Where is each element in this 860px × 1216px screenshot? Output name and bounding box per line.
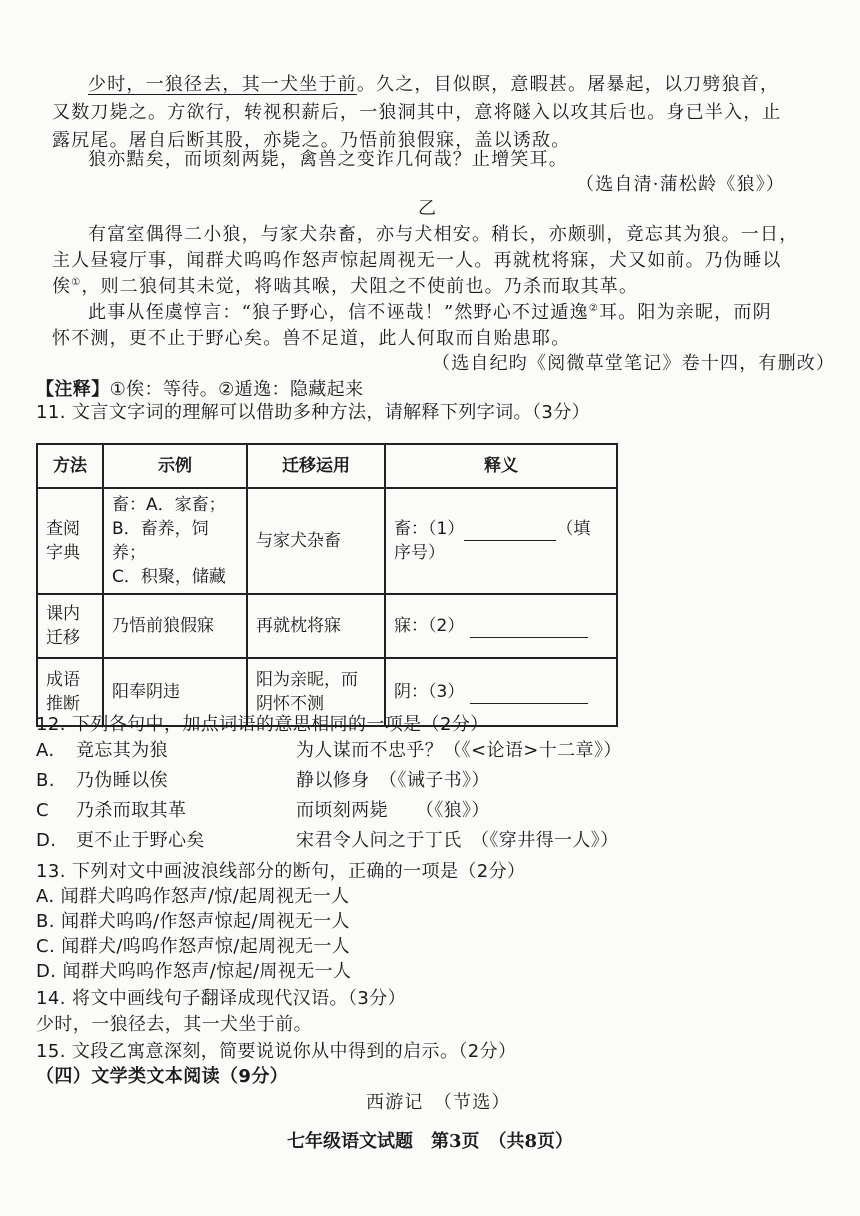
passage-yi-source: （选自纪昀《阅微草堂笔记》卷十四，有删改） <box>432 353 836 374</box>
table-row <box>37 488 617 594</box>
question-13-prompt: 13. 下列对文中画波浪线部分的断句，正确的一项是（2分） <box>36 861 526 882</box>
method-cell: 课内 迁移 <box>37 594 103 658</box>
answer-blank-2[interactable] <box>470 619 588 638</box>
annotation-notes: 【注释】①俟：等待。②遁逸：隐藏起来 <box>36 379 364 400</box>
meaning-cell: 寐：（2） <box>385 594 617 658</box>
section-4-subtitle: 西游记 （节选） <box>366 1092 511 1113</box>
option-d[interactable]: D. 更不止于野心矣 <box>36 830 205 851</box>
question-14-prompt: 14. 将文中画线句子翻译成现代汉语。（3分） <box>36 988 406 1009</box>
vocabulary-table <box>36 443 618 727</box>
meaning-cell: 畜：（1） （填 序号） <box>385 488 617 594</box>
application-cell: 与家犬杂畜 <box>247 488 385 594</box>
question-11-prompt: 11. 文言文字词的理解可以借助多种方法，请解释下列字词。（3分） <box>36 402 590 423</box>
table-header-row <box>37 444 617 488</box>
example-cell: 阳奉阴违 <box>103 658 247 726</box>
passage-yi-line-3: 俟①，则二狼伺其未觉，将啮其喉，犬阻之不使前也。乃杀而取其革。 <box>52 276 639 297</box>
header-example: 示例 <box>103 444 247 488</box>
question-15-prompt: 15. 文段乙寓意深刻，简要说说你从中得到的启示。（2分） <box>36 1041 517 1062</box>
application-cell: 再就枕将寐 <box>247 594 385 658</box>
method-cell: 查阅 字典 <box>37 488 103 594</box>
passage-yi-line-5: 怀不测，更不止于野心矣。兽不足道，此人何取而自贻患耶。 <box>52 328 571 349</box>
header-application: 迁移运用 <box>247 444 385 488</box>
section-4-heading: （四）文学类文本阅读（9分） <box>36 1066 289 1087</box>
option-a-compare: 为人谋而不忠乎？（《<论语>十二章》） <box>296 740 622 761</box>
option-c-compare: 而顷刻两毙 （《狼》） <box>296 800 490 821</box>
translation-target-underline: 少时，一狼径去，其一犬坐于前 <box>88 74 357 95</box>
table-row <box>37 594 617 658</box>
option-c[interactable]: C 乃杀而取其革 <box>36 800 187 821</box>
method-cell: 成语 推断 <box>37 658 103 726</box>
passage-jia-line-1: 少时，一狼径去，其一犬坐于前。久之，目似瞑，意暇甚。屠暴起，以刀劈狼首， <box>88 74 780 95</box>
q13-option-a[interactable]: A. 闻群犬呜呜作怒声/惊/起周视无一人 <box>36 886 350 907</box>
option-b-compare: 静以修身 （《诫子书》） <box>296 770 490 791</box>
option-a[interactable]: A. 竟忘其为狼 <box>36 740 168 761</box>
footnote-marker-2: ② <box>588 303 599 314</box>
passage-jia-line-2: 又数刀毙之。方欲行，转视积薪后，一狼洞其中，意将隧入以攻其后也。身已半入，止 <box>52 102 782 123</box>
meaning-cell: 阴：（3） <box>385 658 617 726</box>
passage-yi-line-4: 此事从侄虞惇言：“狼子野心，信不诬哉！”然野心不过遁逸②耳。阳为亲昵，而阴 <box>88 302 772 323</box>
passage-yi-line-1: 有富室偶得二小狼，与家犬杂畜，亦与犬相安。稍长，亦颇驯，竟忘其为狼。一日， <box>88 224 799 245</box>
question-12-prompt: 12. 下列各句中，加点词语的意思相同的一项是（2分） <box>36 714 489 735</box>
header-method: 方法 <box>37 444 103 488</box>
option-d-compare: 宋君令人问之于丁氏 （《穿井得一人》） <box>296 830 619 851</box>
answer-blank-3[interactable] <box>470 685 588 704</box>
passage-jia-source: （选自清·蒲松龄《狼》） <box>576 174 786 195</box>
passage-jia-line-4: 狼亦黠矣，而顷刻两毙，禽兽之变诈几何哉？止增笑耳。 <box>88 149 568 170</box>
page-footer: 七年级语文试题 第3页 （共8页） <box>286 1131 574 1152</box>
q13-option-b[interactable]: B. 闻群犬呜呜/作怒声惊起/周视无一人 <box>36 911 350 932</box>
footnote-marker-1: ① <box>71 277 82 288</box>
application-cell: 阳为亲昵，而 阴怀不测 <box>247 658 385 726</box>
example-cell: 乃悟前狼假寐 <box>103 594 247 658</box>
passage-yi-label: 乙 <box>418 198 438 219</box>
q13-option-d[interactable]: D. 闻群犬呜呜作怒声/惊起/周视无一人 <box>36 961 352 982</box>
option-b[interactable]: B. 乃伪睡以俟 <box>36 770 168 791</box>
answer-blank-1[interactable] <box>464 522 556 541</box>
header-meaning: 释义 <box>385 444 617 488</box>
example-cell: 畜：A．家畜； B．畜养，饲养； C．积聚，储藏 <box>103 488 247 594</box>
question-14-sentence: 少时，一狼径去，其一犬坐于前。 <box>36 1014 312 1035</box>
q13-option-c[interactable]: C. 闻群犬/呜呜作怒声惊/起周视无一人 <box>36 936 351 957</box>
passage-jia-line-3: 露尻尾。屠自后断其股，亦毙之。乃悟前狼假寐，盖以诱敌。 <box>52 130 571 151</box>
passage-yi-line-2: 主人昼寝厅事，闻群犬呜呜作怒声惊起周视无一人。再就枕将寐，犬又如前。乃伪睡以 <box>52 250 782 271</box>
